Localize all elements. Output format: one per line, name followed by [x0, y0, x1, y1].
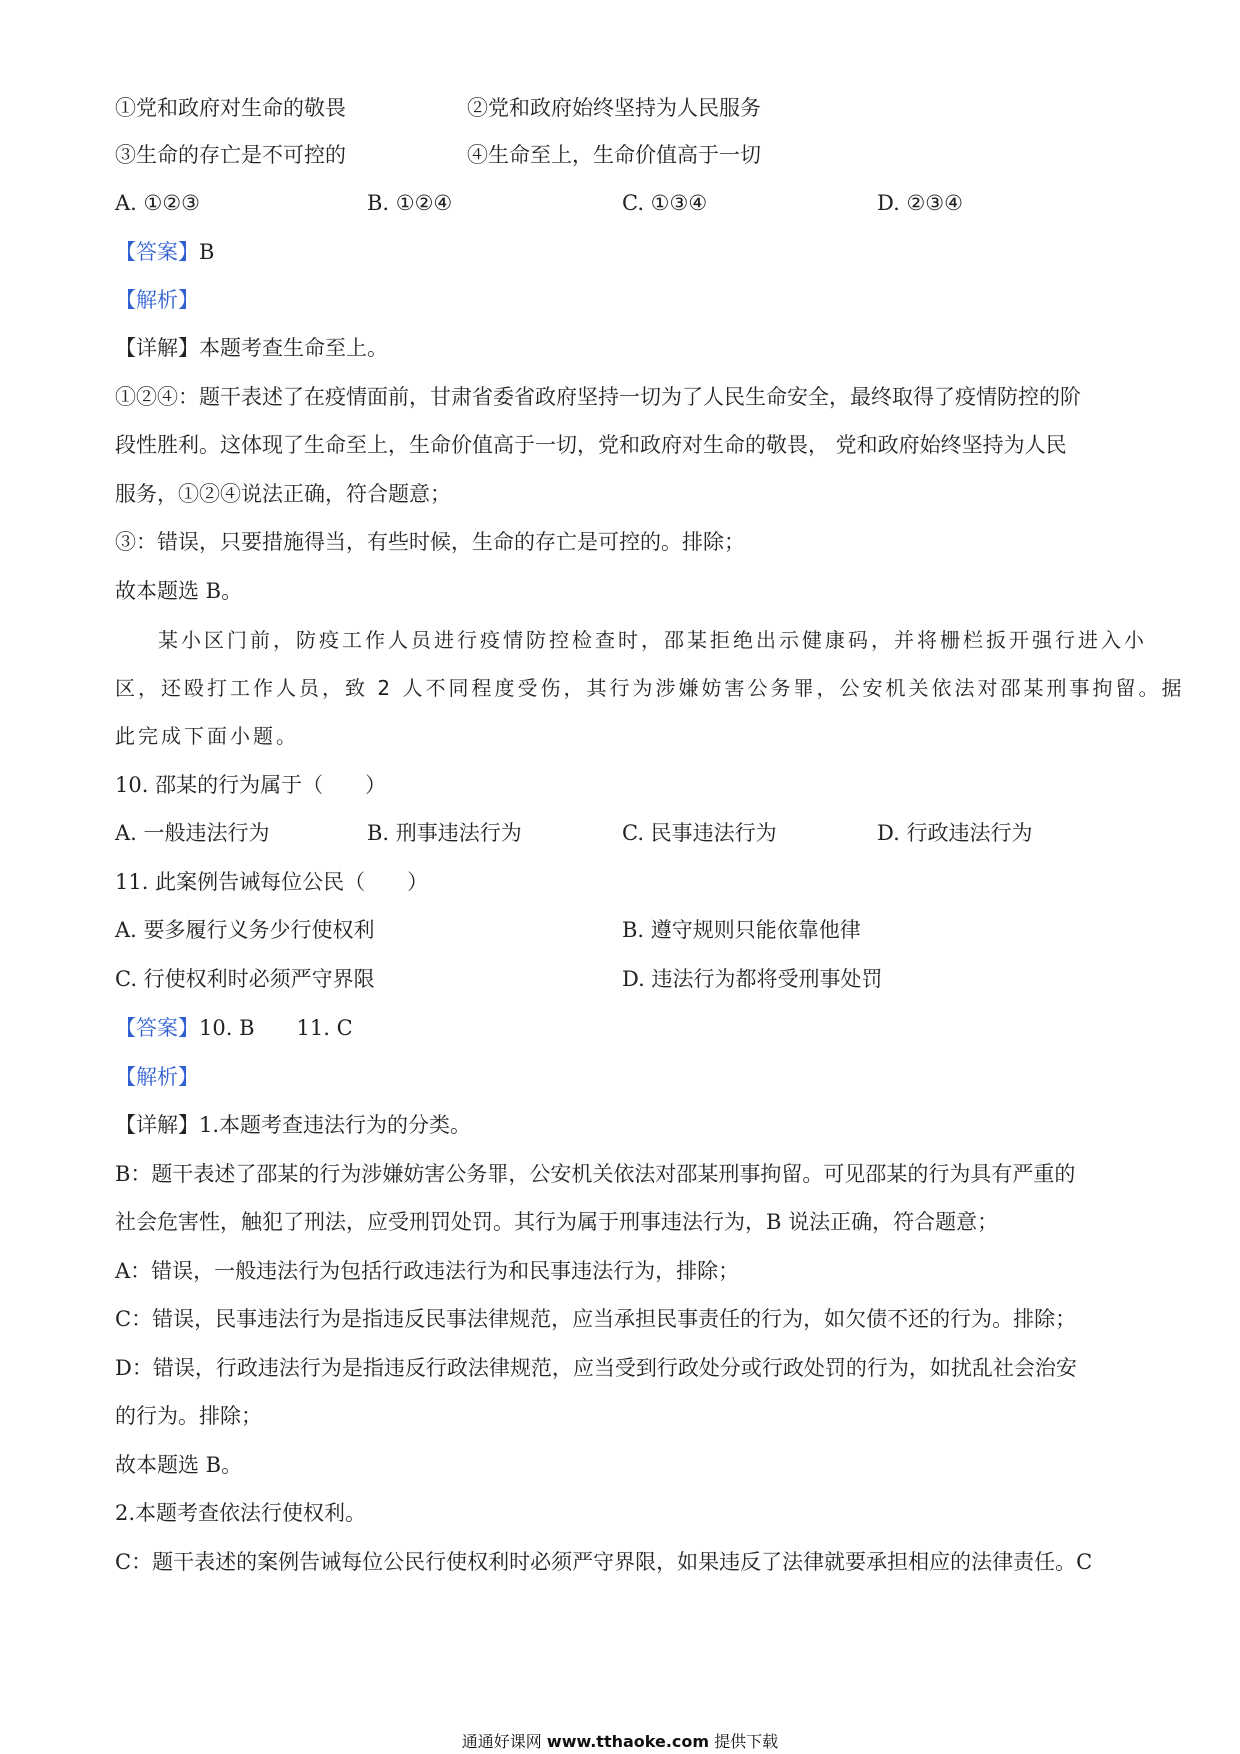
explanation-line: 社会危害性，触犯了刑法，应受刑罚处罚。其行为属于刑事违法行为，B 说法正确，符合题意； — [115, 1210, 999, 1234]
q10-choice-c: C. 民事违法行为 — [622, 821, 777, 845]
explanation-line: 的行为。排除； — [115, 1404, 262, 1428]
explanation-line: C：错误，民事违法行为是指违反民事法律规范，应当承担民事责任的行为，如欠债不还的行为。排除； — [115, 1307, 1077, 1331]
explanation-line: C：题干表述的案例告诫每位公民行使权利时必须严守界限，如果违反了法律就要承担相应的法律责任。C — [115, 1550, 1093, 1574]
detail-tag: 【详解】 — [115, 1113, 199, 1137]
explanation-line: B：题干表述了邵某的行为涉嫌妨害公务罪，公安机关依法对邵某刑事拘留。可见邵某的行为具有严重的 — [115, 1162, 1076, 1186]
detail-line — [115, 334, 1125, 362]
answer-value: B — [199, 240, 215, 264]
passage-line: 此完成下面小题。 — [115, 724, 299, 748]
explanation-line: A：错误，一般违法行为包括行政违法行为和民事违法行为，排除； — [115, 1259, 740, 1283]
explanation-line: 2.本题考查依法行使权利。 — [115, 1501, 367, 1525]
footer-suffix: 提供下载 — [714, 1732, 779, 1751]
explanation-line: ③：错误，只要措施得当，有些时候，生命的存亡是可控的。排除； — [115, 530, 745, 554]
answer-value: 10. B 11. C — [199, 1016, 353, 1040]
q11-choice-b: B. 遵守规则只能依靠他律 — [622, 918, 861, 942]
detail-text: 1.本题考查违法行为的分类。 — [199, 1113, 472, 1137]
analysis-tag: 【解析】 — [115, 1065, 199, 1089]
q11-choice-a: A. 要多履行义务少行使权利 — [115, 918, 375, 942]
q11-choice-c: C. 行使权利时必须严守界限 — [115, 967, 375, 991]
detail-tag: 【详解】 — [115, 336, 199, 360]
detail-line — [115, 1111, 1125, 1139]
detail-text: 本题考查生命至上。 — [199, 336, 388, 360]
explanation-line: 服务，①②④说法正确，符合题意； — [115, 482, 451, 506]
passage-line: 某小区门前，防疫工作人员进行疫情防控检查时，邵某拒绝出示健康码，并将栅栏扳开强行进入小 — [158, 628, 1147, 652]
option-2: ②党和政府始终坚持为人民服务 — [467, 96, 761, 120]
explanation-line: 故本题选 B。 — [115, 579, 243, 603]
passage-line: 区，还殴打工作人员，致 2 人不同程度受伤，其行为涉嫌妨害公务罪，公安机关依法对邵某刑事拘留。据 — [115, 676, 1185, 700]
explanation-line: 故本题选 B。 — [115, 1453, 243, 1477]
choice-d: D. ②③④ — [877, 191, 963, 215]
answer-tag: 【答案】 — [115, 1016, 199, 1040]
choice-c: C. ①③④ — [622, 191, 708, 215]
answer-tag: 【答案】 — [115, 240, 199, 264]
choice-a: A. ①②③ — [115, 191, 200, 215]
question-11-stem: 11. 此案例告诫每位公民（ ） — [115, 870, 429, 894]
question-10-stem: 10. 邵某的行为属于（ ） — [115, 773, 387, 797]
page-footer — [0, 1732, 1240, 1752]
explanation-line: 段性胜利。这体现了生命至上，生命价值高于一切，党和政府对生命的敬畏， 党和政府始终坚持为人民 — [115, 433, 1067, 457]
analysis-tag: 【解析】 — [115, 288, 199, 312]
choice-b: B. ①②④ — [367, 191, 453, 215]
footer-url-link[interactable]: www.tthaoke.com — [546, 1732, 710, 1751]
analysis-line — [115, 286, 1125, 314]
q10-choice-a: A. 一般违法行为 — [115, 821, 270, 845]
explanation-line: D：错误，行政违法行为是指违反行政法律规范，应当受到行政处分或行政处罚的行为，如扰乱社会治安 — [115, 1356, 1077, 1380]
option-3: ③生命的存亡是不可控的 — [115, 143, 346, 167]
option-1: ①党和政府对生命的敬畏 — [115, 96, 346, 120]
q11-choice-d: D. 违法行为都将受刑事处罚 — [622, 967, 883, 991]
analysis-line — [115, 1063, 1125, 1091]
q10-choice-b: B. 刑事违法行为 — [367, 821, 522, 845]
q10-choice-d: D. 行政违法行为 — [877, 821, 1033, 845]
footer-site-name: 通通好课网 — [461, 1732, 542, 1751]
option-4: ④生命至上，生命价值高于一切 — [467, 143, 761, 167]
answer-line — [115, 1014, 1125, 1042]
answer-line — [115, 238, 1125, 266]
explanation-line: ①②④：题干表述了在疫情面前，甘肃省委省政府坚持一切为了人民生命安全，最终取得了疫情防控的阶 — [115, 385, 1081, 409]
